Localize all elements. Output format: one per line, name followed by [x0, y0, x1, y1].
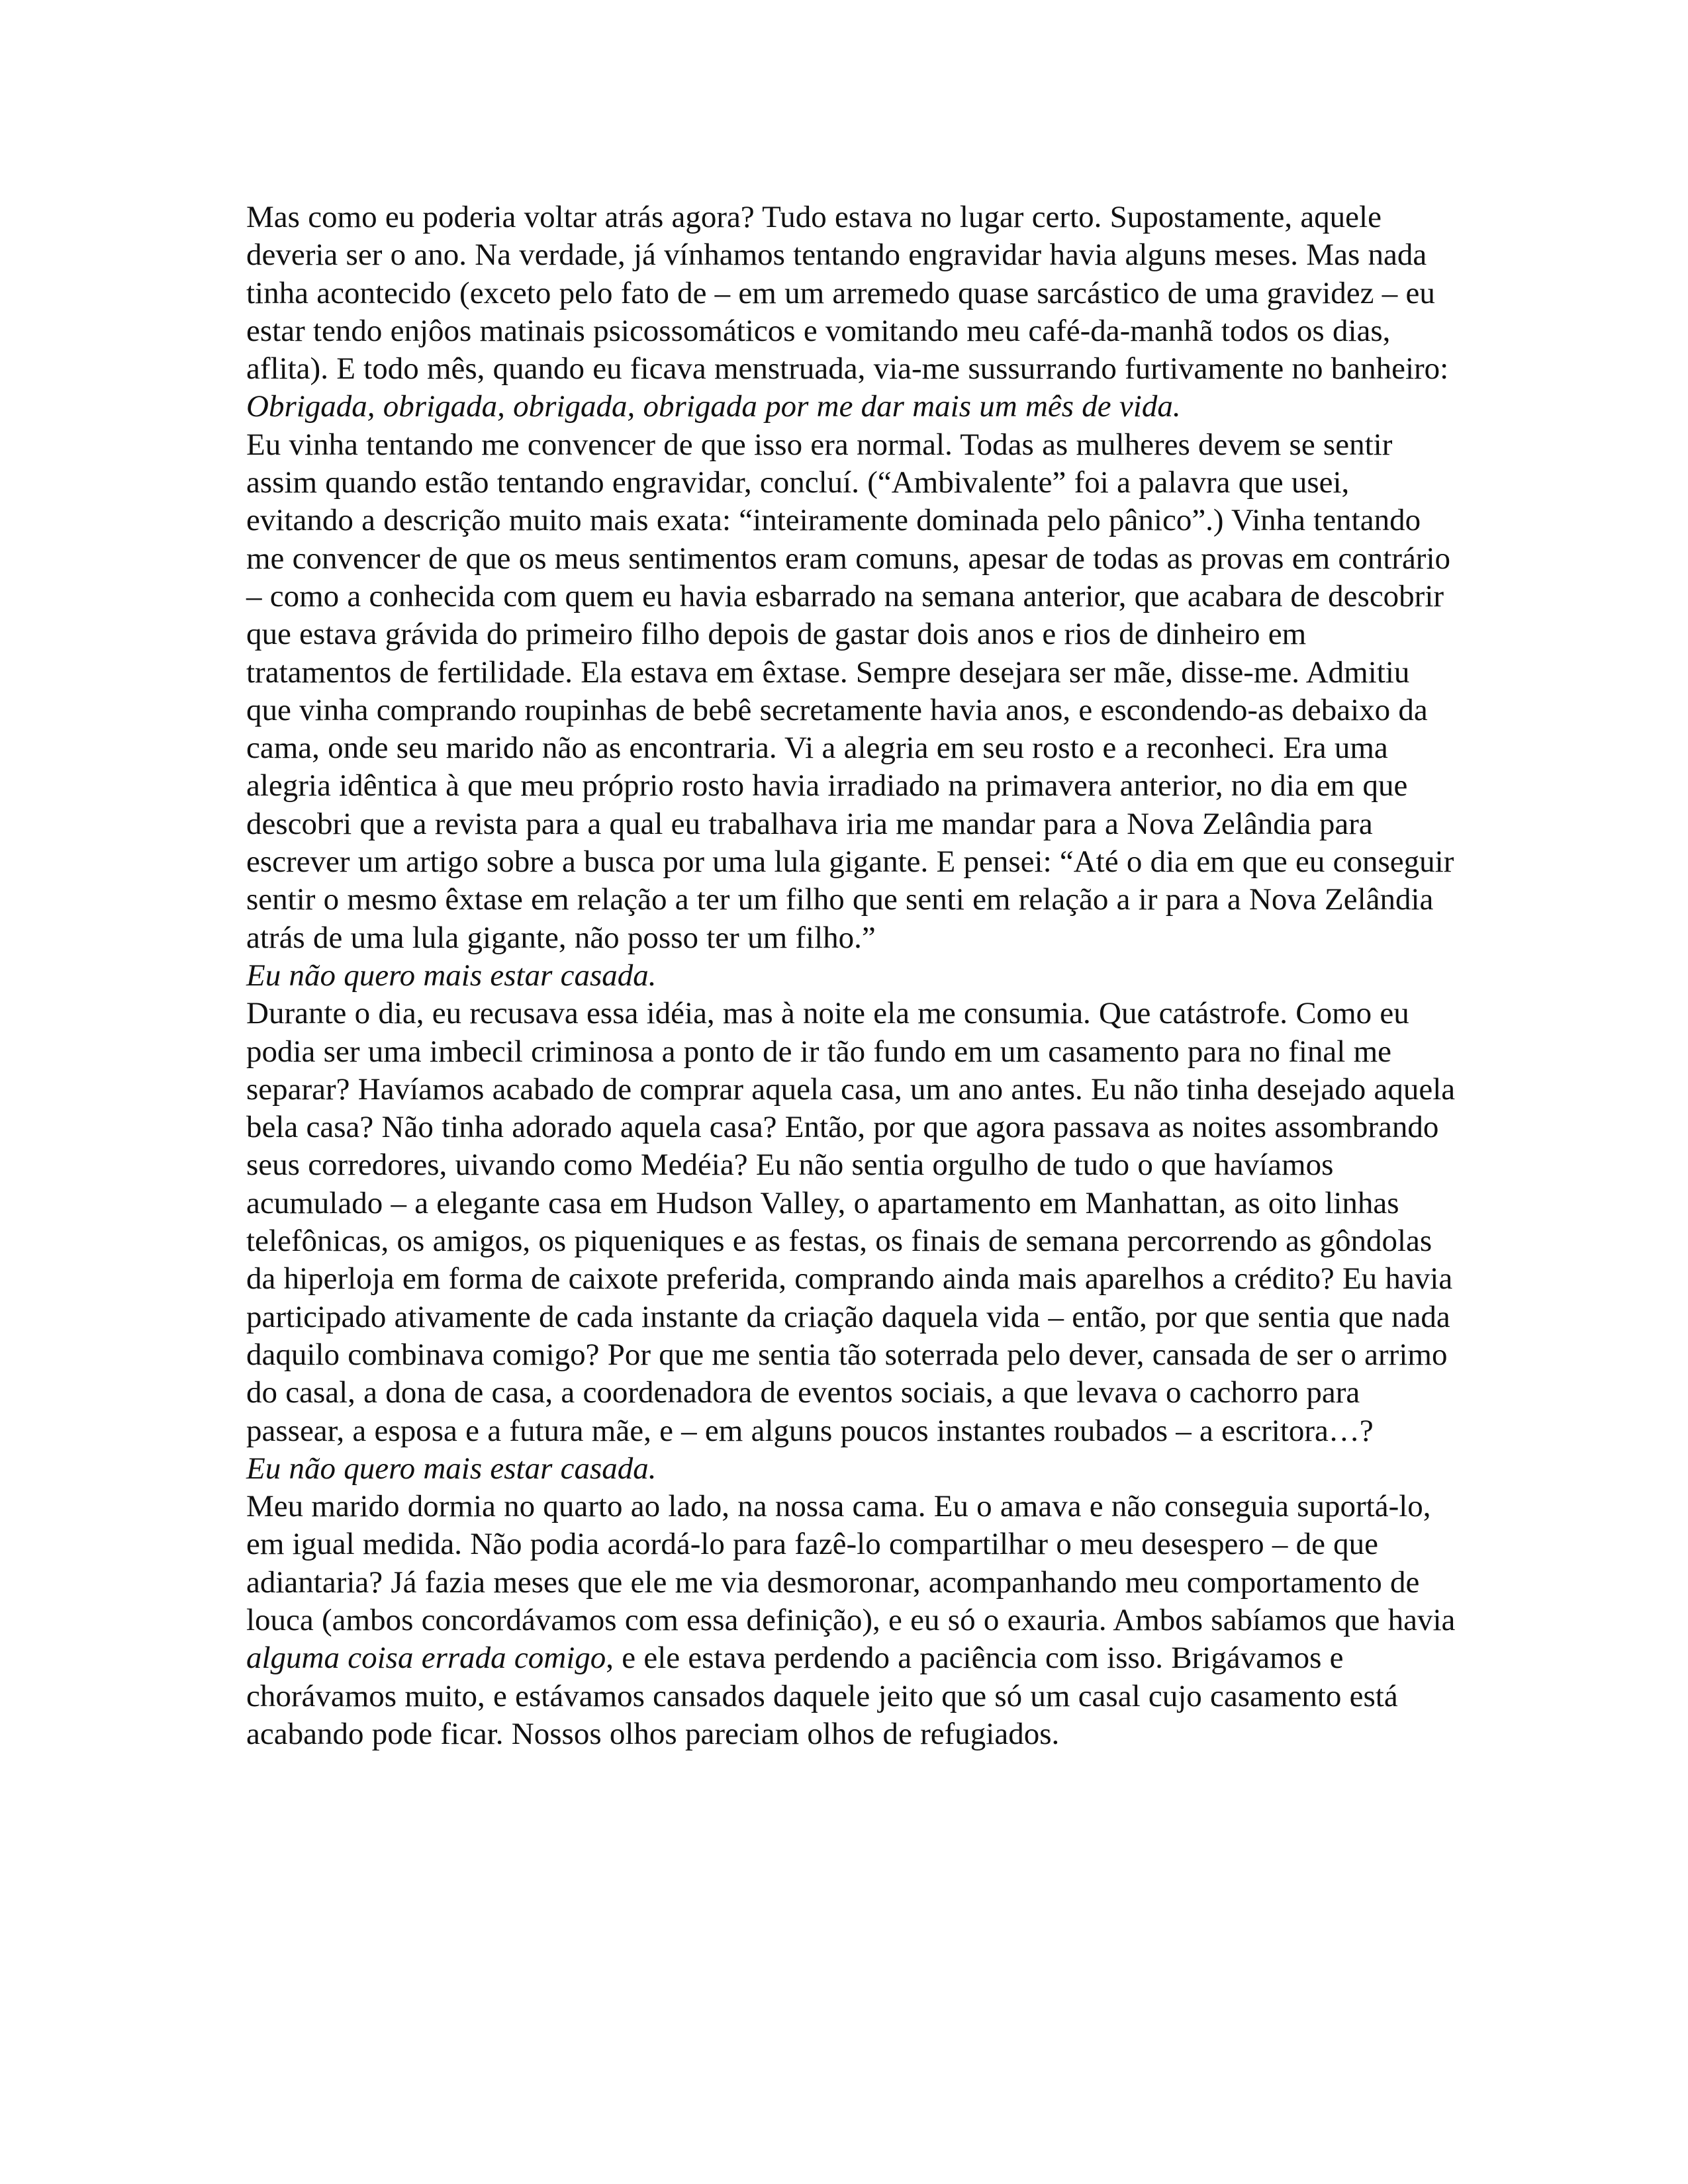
refrain-italic-1: Eu não quero mais estar casada. [246, 958, 657, 993]
body-text [246, 199, 1458, 1753]
paragraph-1-text: Mas como eu poderia voltar atrás agora? Tudo estava no lugar certo. Supostamente, aquele deveria ser o ano. Na verdade, já vínhamos tentando engravidar havia alguns meses. Mas nada tinha acontecido (exceto pelo fato de – em um arremedo quase sarcástico de uma gravidez – eu estar tendo enjôos matinais psicossomáticos e vomitando meu café-da-manhã todos os dias, aflita). E todo mês, quando eu ficava menstruada, via-me sussurrando furtivamente no banheiro: [246, 200, 1449, 387]
paragraph-6-text-end: , e ele estava perdendo a paciência com isso. Brigávamos e chorávamos muito, e estávamos cansados daquele jeito que só um casal cujo casamento está acabando pode ficar. Nossos olhos pareciam olhos de refugiados. [246, 1641, 1398, 1751]
paragraph-6 [246, 1488, 1458, 1753]
paragraph-3-refrain [246, 957, 1458, 995]
paragraph-2 [246, 426, 1458, 957]
refrain-italic-2: Eu não quero mais estar casada. [246, 1451, 657, 1486]
paragraph-2-text: Eu vinha tentando me convencer de que isso era normal. Todas as mulheres devem se sentir assim quando estão tentando engravidar, concluí. (“Ambivalente” foi a palavra que usei, evitando a descrição muito mais exata: “inteiramente dominada pelo pânico”.) Vinha tentando me convencer de que os meus sentimentos eram comuns, apesar de todas as provas em contrário – como a conhecida com quem eu havia esbarrado na semana anterior, que acabara de descobrir que estava grávida do primeiro filho depois de gastar dois anos e rios de dinheiro em tratamentos de fertilidade. Ela estava em êxtase. Sempre desejara ser mãe, disse-me. Admitiu que vinha comprando roupinhas de bebê secretamente havia anos, e escondendo-as debaixo da cama, onde seu marido não as encontraria. Vi a alegria em seu rosto e a reconheci. Era uma alegria idêntica à que meu próprio rosto havia irradiado na primavera anterior, no dia em que descobri que a revista para a qual eu trabalhava iria me mandar para a Nova Zelândia para escrever um artigo sobre a busca por uma lula gigante. E pensei: “Até o dia em que eu conseguir sentir o mesmo êxtase em relação a ter um filho que senti em relação a ir para a Nova Zelândia atrás de uma lula gigante, não posso ter um filho.” [246, 427, 1454, 955]
paragraph-6-italic-phrase: alguma coisa errada comigo [246, 1641, 606, 1676]
paragraph-5-refrain [246, 1450, 1458, 1488]
paragraph-1 [246, 199, 1458, 426]
paragraph-6-text-start: Meu marido dormia no quarto ao lado, na nossa cama. Eu o amava e não conseguia suportá-lo, em igual medida. Não podia acordá-lo para fazê-lo compartilhar o meu desespero – de que adiantaria? Já fazia meses que ele me via desmoronar, acompanhando meu comportamento de louca (ambos concordávamos com essa definição), e eu só o exauria. Ambos sabíamos que havia [246, 1489, 1456, 1637]
paragraph-4 [246, 995, 1458, 1450]
paragraph-4-text: Durante o dia, eu recusava essa idéia, mas à noite ela me consumia. Que catástrofe. Como eu podia ser uma imbecil criminosa a ponto de ir tão fundo em um casamento para no final me separar? Havíamos acabado de comprar aquela casa, um ano antes. Eu não tinha desejado aquela bela casa? Não tinha adorado aquela casa? Então, por que agora passava as noites assombrando seus corredores, uivando como Medéia? Eu não sentia orgulho de tudo o que havíamos acumulado – a elegante casa em Hudson Valley, o apartamento em Manhattan, as oito linhas telefônicas, os amigos, os piqueniques e as festas, os finais de semana percorrendo as gôndolas da hiperloja em forma de caixote preferida, comprando ainda mais aparelhos a crédito? Eu havia participado ativamente de cada instante da criação daquela vida – então, por que sentia que nada daquilo combinava comigo? Por que me sentia tão soterrada pelo dever, cansada de ser o arrimo do casal, a dona de casa, a coordenadora de eventos sociais, a que levava o cachorro para passear, a esposa e a futura mãe, e – em alguns poucos instantes roubados – a escritora…? [246, 996, 1456, 1448]
paragraph-1-italic-prayer: Obrigada, obrigada, obrigada, obrigada por me dar mais um mês de vida. [246, 389, 1181, 424]
